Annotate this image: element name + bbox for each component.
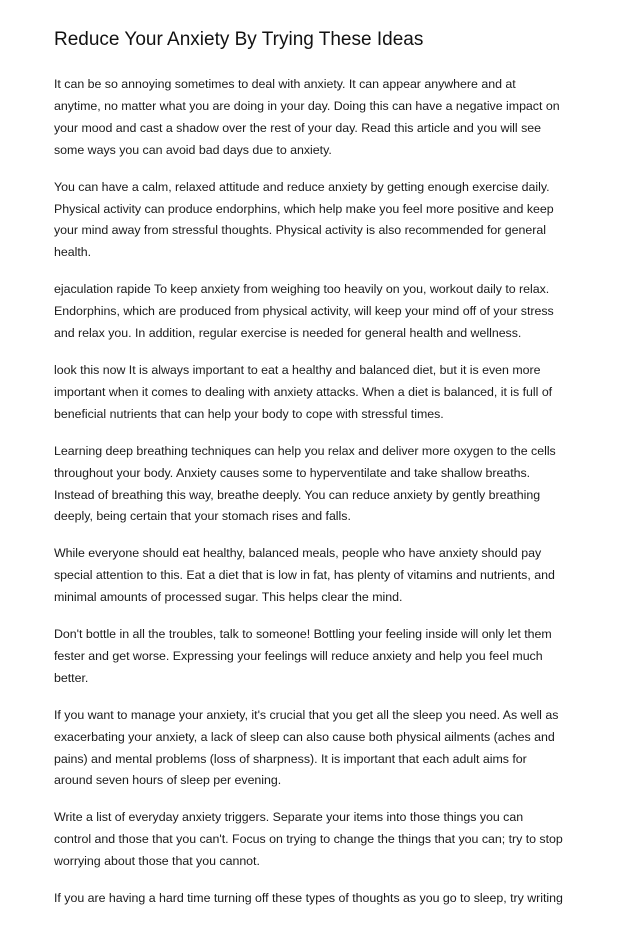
paragraph-line: You can have a calm, relaxed attitude and reduce anxiety by getting enough exercise daily.: [54, 179, 550, 194]
paragraph: [54, 888, 602, 910]
paragraph: [54, 807, 602, 873]
paragraph-line: pains) and mental problems (loss of sharpness). It is important that each adult aims for: [54, 751, 527, 766]
paragraph-line: around seven hours of sleep per evening.: [54, 773, 282, 788]
paragraph-line: anytime, no matter what you are doing in your day. Doing this can have a negative impact on: [54, 98, 560, 113]
paragraph-line: worrying about those that you cannot.: [54, 854, 260, 869]
paragraph-line: look this now It is always important to eat a healthy and balanced diet, but it is even more: [54, 362, 541, 377]
paragraph-line: beneficial nutrients that can help your body to cope with stressful times.: [54, 406, 444, 421]
paragraph-line: better.: [54, 670, 89, 685]
paragraph-line: While everyone should eat healthy, balanced meals, people who have anxiety should pay: [54, 546, 542, 561]
paragraph-line: special attention to this. Eat a diet that is low in fat, has plenty of vitamins and nutrients, and: [54, 568, 555, 583]
paragraph-line: Endorphins, which are produced from physical activity, will keep your mind off of your stress: [54, 304, 554, 319]
paragraph-line: control and those that you can't. Focus on trying to change the things that you can; try to stop: [54, 832, 563, 847]
paragraph-line: health.: [54, 245, 92, 260]
paragraph-line: Instead of breathing this way, breathe deeply. You can reduce anxiety by gently breathing: [54, 487, 541, 502]
paragraph: [54, 624, 602, 690]
paragraph-line: fester and get worse. Expressing your feelings will reduce anxiety and help you feel much: [54, 648, 543, 663]
paragraph-line: If you are having a hard time turning off these types of thoughts as you go to sleep, try writing: [54, 891, 563, 906]
paragraph-line: minimal amounts of processed sugar. This helps clear the mind.: [54, 590, 403, 605]
document-body: [54, 74, 602, 910]
paragraph-line: throughout your body. Anxiety causes some to hyperventilate and take shallow breaths.: [54, 465, 531, 480]
paragraph-line: deeply, being certain that your stomach rises and falls.: [54, 509, 351, 524]
paragraph-line: ejaculation rapide To keep anxiety from weighing too heavily on you, workout daily to relax.: [54, 282, 550, 297]
paragraph-line: exacerbating your anxiety, a lack of sleep can also cause both physical ailments (aches and: [54, 729, 555, 744]
paragraph: [54, 177, 602, 265]
paragraph-line: Learning deep breathing techniques can help you relax and deliver more oxygen to the cells: [54, 443, 556, 458]
paragraph: [54, 705, 602, 793]
paragraph: [54, 360, 602, 426]
paragraph: [54, 441, 602, 529]
paragraph-line: Don't bottle in all the troubles, talk to someone! Bottling your feeling inside will only let them: [54, 627, 552, 642]
paragraph-line: Physical activity can produce endorphins, which help make you feel more positive and keep: [54, 201, 554, 216]
paragraph-line: If you want to manage your anxiety, it's crucial that you get all the sleep you need. As well as: [54, 707, 559, 722]
paragraph-line: Write a list of everyday anxiety triggers. Separate your items into those things you can: [54, 810, 524, 825]
paragraph-line: your mind away from stressful thoughts. Physical activity is also recommended for general: [54, 223, 546, 238]
document-page: [54, 28, 602, 925]
paragraph: [54, 543, 602, 609]
paragraph-line: and relax you. In addition, regular exercise is needed for general health and wellness.: [54, 326, 522, 341]
paragraph-line: your mood and cast a shadow over the rest of your day. Read this article and you will see: [54, 120, 541, 135]
paragraph-line: It can be so annoying sometimes to deal with anxiety. It can appear anywhere and at: [54, 77, 516, 91]
paragraph: [54, 74, 602, 162]
paragraph-line: important when it comes to dealing with anxiety attacks. When a diet is balanced, it is full of: [54, 384, 553, 399]
document-title: Reduce Your Anxiety By Trying These Ideas: [54, 29, 424, 50]
paragraph: [54, 279, 602, 345]
paragraph-line: some ways you can avoid bad days due to anxiety.: [54, 142, 332, 157]
